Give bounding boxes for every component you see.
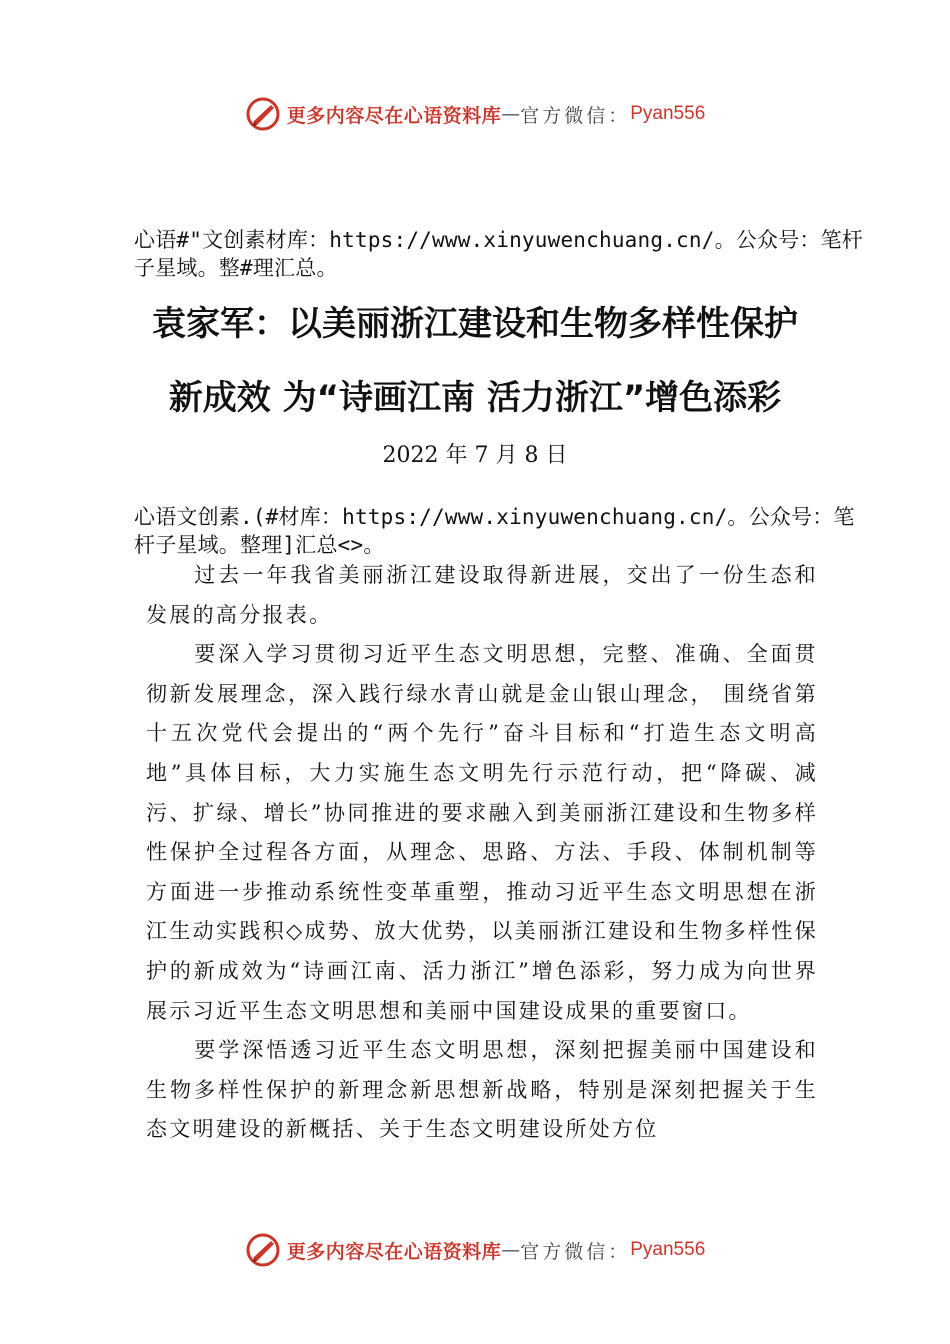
- banner-separator: —: [501, 1239, 521, 1261]
- banner-brand-text: 更多内容尽在心语资料库: [286, 1240, 502, 1263]
- document-title-line-1: 袁家军：以美丽浙江建设和生物多样性保护: [152, 304, 798, 344]
- body-paragraph-3: 要学深悟透习近平生态文明思想，深刻把握美丽中国建设和生物多样性保护的新理念新思想新战略，特别是深刻把握关于生态文明建设的新概括、关于生态文明建设所处方位: [146, 1038, 818, 1142]
- header-banner: [0, 96, 950, 132]
- banner-wechat-label: 官方微信：: [520, 104, 631, 127]
- footer-banner: [0, 1232, 950, 1268]
- document-body: [146, 556, 818, 1150]
- brand-logo-icon: [245, 1232, 281, 1268]
- banner-separator: —: [501, 103, 521, 125]
- banner-wechat-label: 官方微信：: [520, 1240, 631, 1263]
- watermark-note-2: 心语文创素.(#材库：https://www.xinyuwenchuang.cn/。公众号：笔杆子星域。整理]汇总<>。: [134, 505, 855, 557]
- watermark-note-1: 心语#"文创素材库：https://www.xinyuwenchuang.cn/。公众号：笔杆子星域。整#理汇总。: [134, 228, 863, 280]
- body-paragraph-2: 要深入学习贯彻习近平生态文明思想，完整、准确、全面贯彻新发展理念，深入践行绿水青山就是金山银山理念， 围绕省第十五次党代会提出的“两个先行”奋斗目标和“打造生态文明高地”具体目标，大力实施生态文明先行示范行动，把“降碳、减污、扩绿、增长”协同推进的要求融入到美丽浙江建设和生物多样性保护全过程各方面，从理念、思路、方法、手段、体制机制等方面进一步推动系统性变革重塑，推动习近平生态文明思想在浙江生动实践积◇成势、放大优势，以美丽浙江建设和生物多样性保护的新成效为“诗画江南、活力浙江”增色添彩，努力成为向世界展示习近平生态文明思想和美丽中国建设成果的重要窗口。: [146, 642, 818, 1023]
- banner-wechat-id: Pyan556: [630, 1239, 706, 1260]
- brand-logo-icon: [245, 96, 281, 132]
- banner-brand-text: 更多内容尽在心语资料库: [286, 104, 502, 127]
- document-date: 2022 年 7 月 8 日: [382, 443, 568, 468]
- body-paragraph-1: 过去一年我省美丽浙江建设取得新进展，交出了一份生态和发展的高分报表。: [146, 563, 818, 627]
- banner-wechat-id: Pyan556: [630, 103, 706, 124]
- document-title-line-2: 新成效 为“诗画江南 活力浙江”增色添彩: [168, 378, 782, 418]
